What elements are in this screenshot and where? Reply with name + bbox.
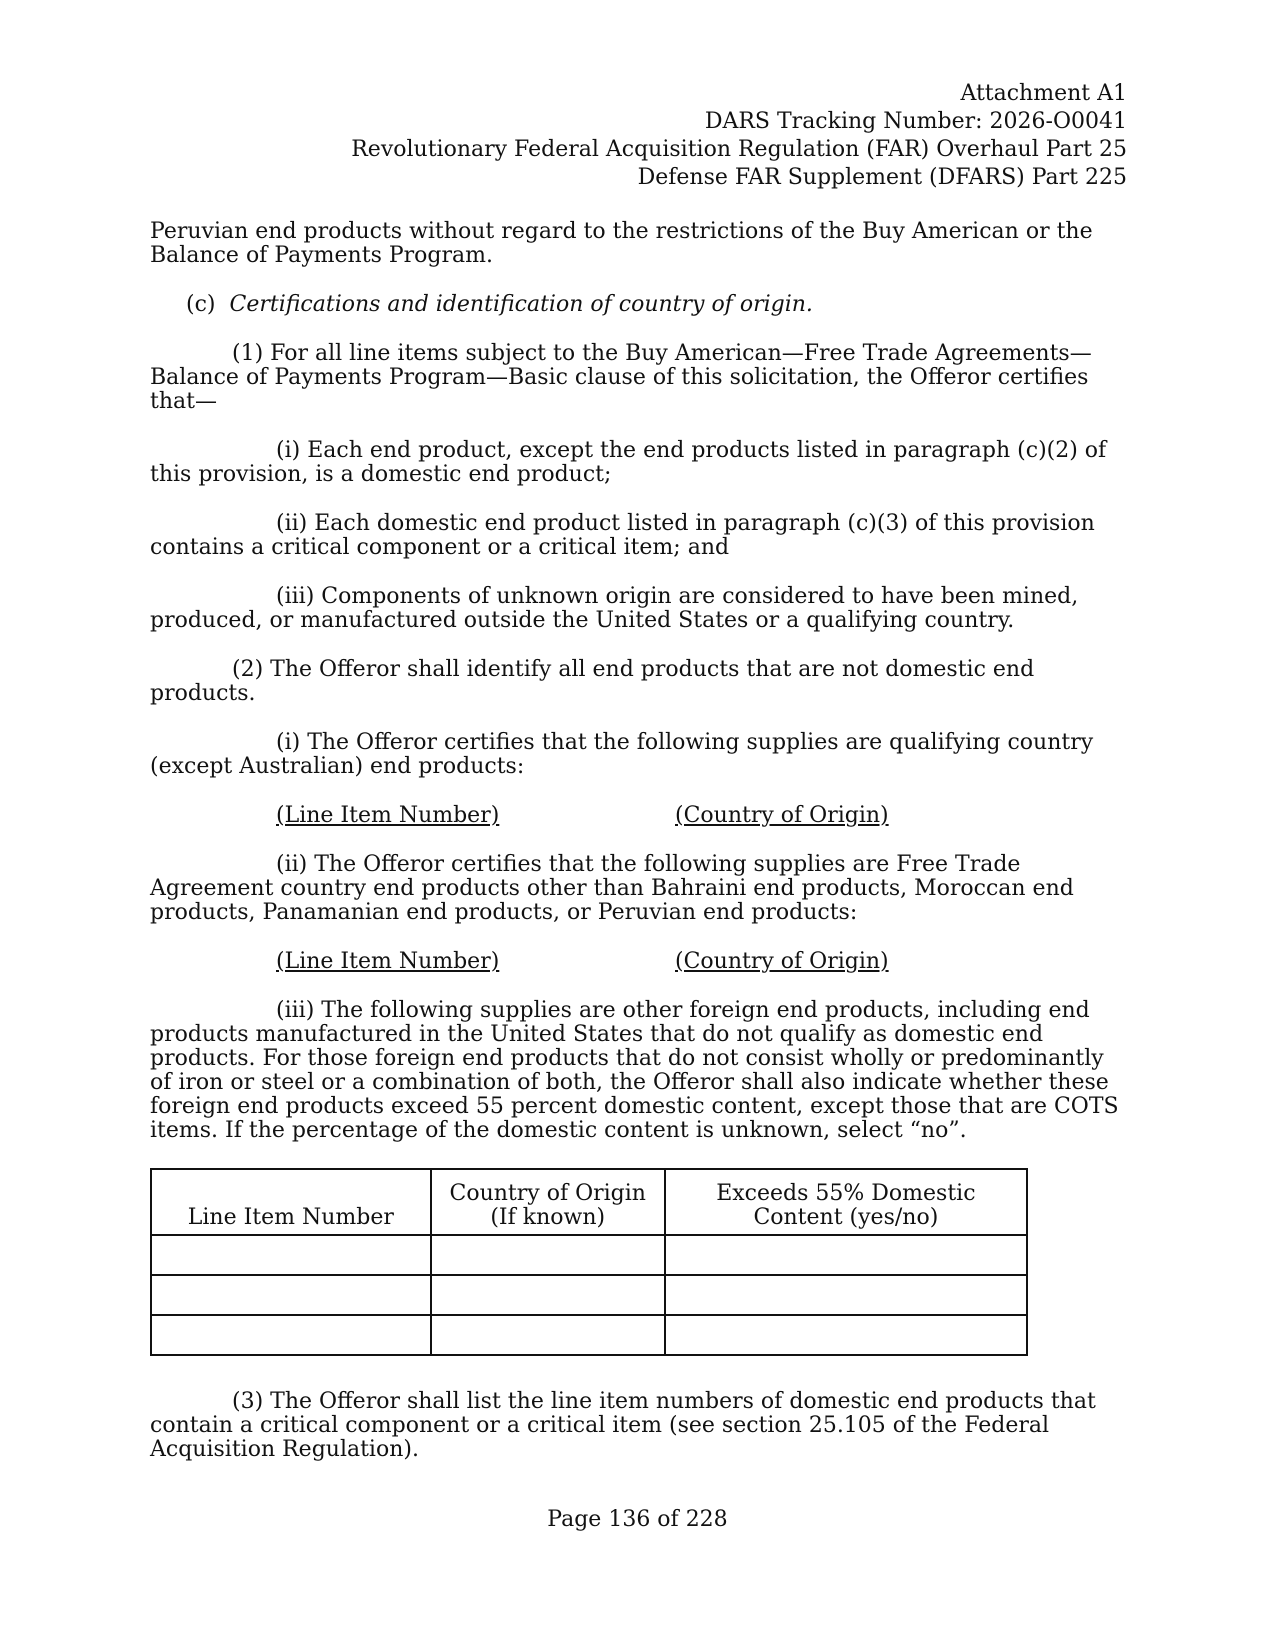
paragraph-c2-i: (i) The Offeror certifies that the following supplies are qualifying country (except Australian) end products:	[150, 730, 1094, 779]
paragraph-c1-i: (i) Each end product, except the end products listed in paragraph (c)(2) of this provision, is a domestic end product;	[150, 438, 1107, 487]
paragraph-c1-iii: (iii) Components of unknown origin are considered to have been mined, produced, or manufactured outside the United States or a qualifying country.	[150, 584, 1079, 633]
paragraph-intro: Peruvian end products without regard to the restrictions of the Buy American or the Balance of Payments Program.	[150, 219, 1093, 268]
paragraph-c3: (3) The Offeror shall list the line item numbers of domestic end products that contain a critical component or a critical item (see section 25.105 of the Federal Acquisition Regulation).	[150, 1389, 1096, 1462]
header-attachment: Attachment A1	[960, 81, 1127, 106]
page-number: Page 136 of 228	[547, 1507, 728, 1532]
col-country-of-origin: Country of Origin (If known)	[431, 1169, 665, 1235]
header-dfars-part: Defense FAR Supplement (DFARS) Part 225	[637, 165, 1127, 190]
col-line-item-number: Line Item Number	[151, 1169, 431, 1235]
country-of-origin-label: (Country of Origin)	[675, 949, 889, 974]
col-exceeds-domestic-content: Exceeds 55% Domestic Content (yes/no)	[665, 1169, 1027, 1235]
table-cell[interactable]	[151, 1235, 431, 1275]
paragraph-c2: (2) The Offeror shall identify all end products that are not domestic end products.	[150, 657, 1035, 706]
fill-in-line-2	[150, 950, 1125, 976]
country-of-origin-label: (Country of Origin)	[675, 803, 889, 828]
table-cell[interactable]	[665, 1275, 1027, 1315]
paragraph-c1-ii: (ii) Each domestic end product listed in paragraph (c)(3) of this provision contains a critical component or a critical item; and	[150, 511, 1095, 560]
table-cell[interactable]	[665, 1235, 1027, 1275]
table-cell[interactable]	[151, 1315, 431, 1355]
header-far-part: Revolutionary Federal Acquisition Regulation (FAR) Overhaul Part 25	[351, 137, 1127, 162]
section-c-heading	[150, 293, 1125, 317]
section-c-title: Certifications and identification of country of origin.	[229, 292, 813, 317]
table-row	[151, 1275, 1027, 1315]
table-cell[interactable]	[665, 1315, 1027, 1355]
fill-in-line-1	[150, 804, 1125, 830]
table-header-row	[151, 1169, 1027, 1235]
table-cell[interactable]	[431, 1235, 665, 1275]
foreign-end-products-table	[150, 1168, 1028, 1356]
page-header	[351, 80, 1127, 192]
table-row	[151, 1235, 1027, 1275]
table-cell[interactable]	[431, 1275, 665, 1315]
table-cell[interactable]	[151, 1275, 431, 1315]
table-cell[interactable]	[431, 1315, 665, 1355]
line-item-number-label: (Line Item Number)	[276, 949, 500, 974]
table-row	[151, 1315, 1027, 1355]
section-c-label: (c)	[186, 292, 216, 317]
paragraph-c2-iii: (iii) The following supplies are other foreign end products, including end products manufactured in the United States that do not qualify as domestic end products. For those foreign end products that do not consist wholly or predominantly of iron or steel or a combination of both, the Offeror shall also indicate whether these foreign end products exceed 55 percent domestic content, except those that are COTS items. If the percentage of the domestic content is unknown, select “no”.	[150, 998, 1119, 1143]
paragraph-c1: (1) For all line items subject to the Buy American—Free Trade Agreements—Balance of Payments Program—Basic clause of this solicitation, the Offeror certifies that—	[150, 341, 1092, 414]
document-body	[150, 220, 1125, 1487]
header-tracking-number: DARS Tracking Number: 2026-O0041	[704, 109, 1127, 134]
line-item-number-label: (Line Item Number)	[276, 803, 500, 828]
paragraph-c2-ii: (ii) The Offeror certifies that the following supplies are Free Trade Agreement country end products other than Bahraini end products, Moroccan end products, Panamanian end products, or Peruvian end products:	[150, 852, 1074, 925]
